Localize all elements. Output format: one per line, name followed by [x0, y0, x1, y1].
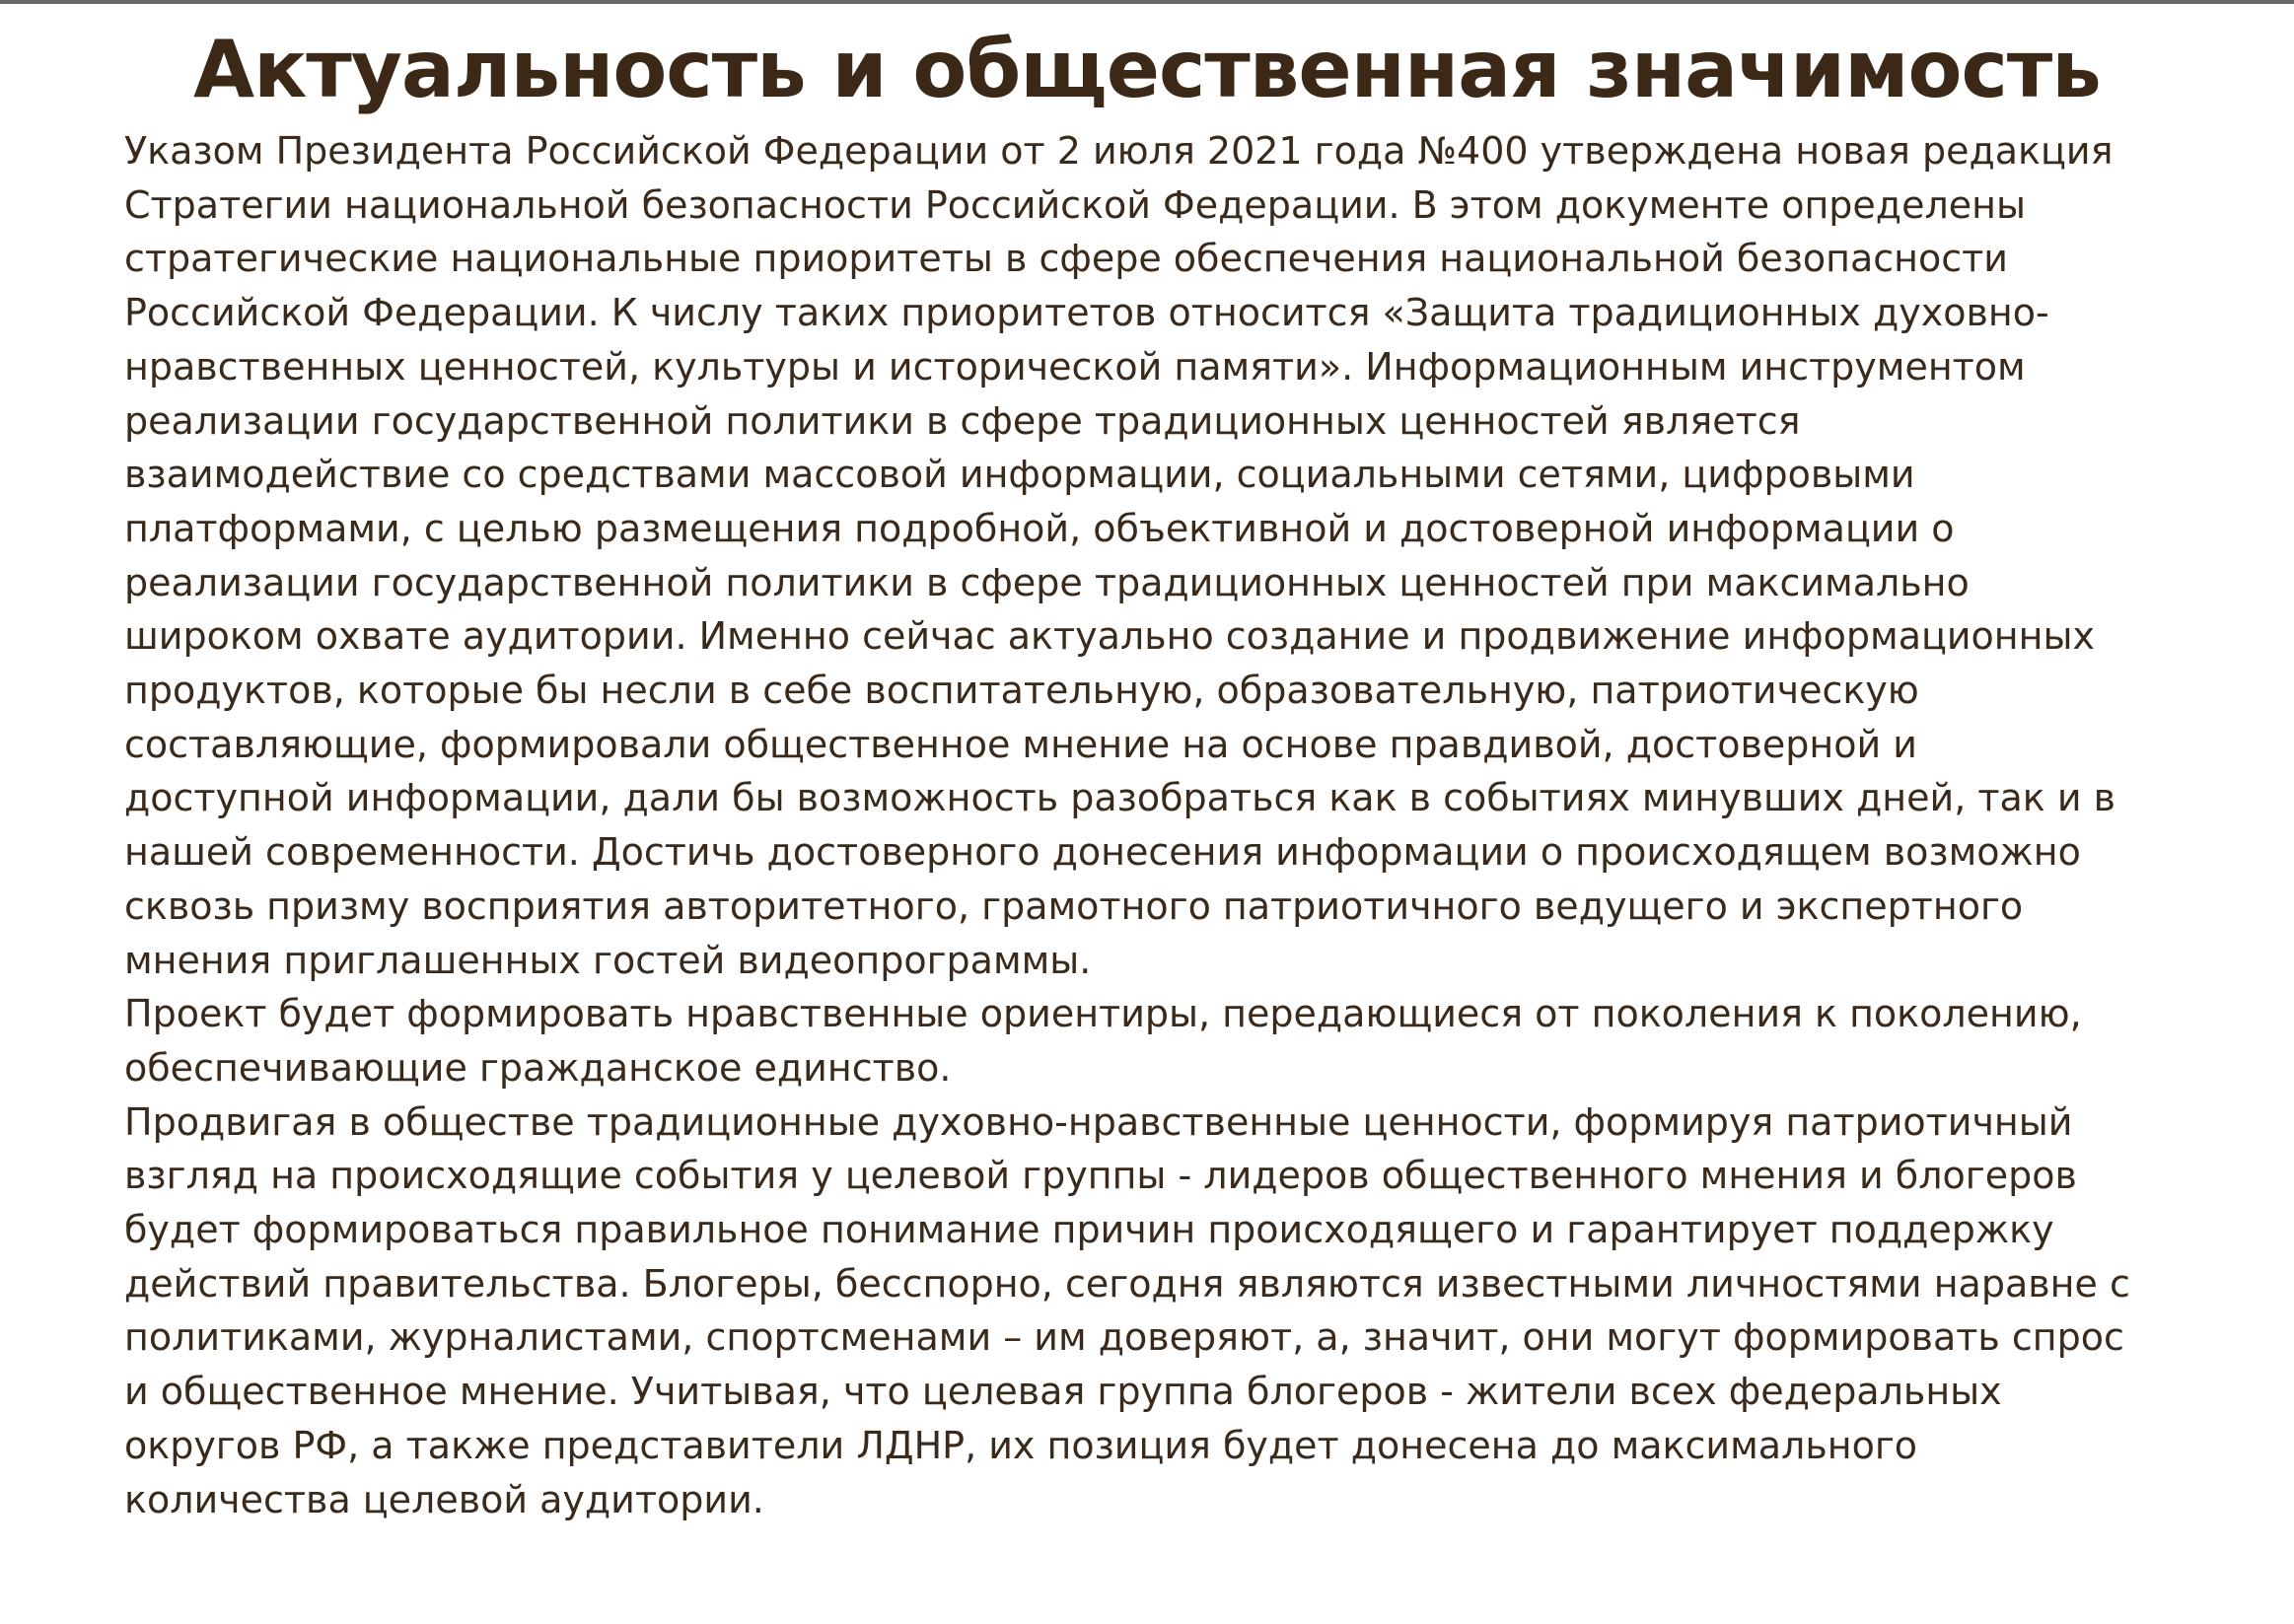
text-line: составляющие, формировали общественное мнение на основе правдивой, достоверной и — [124, 722, 1917, 766]
text-line: и общественное мнение. Учитывая, что целевая группа блогеров - жители всех федеральных — [124, 1370, 2002, 1414]
text-line: реализации государственной политики в сфере традиционных ценностей является — [124, 398, 1801, 443]
text-line: действий правительства. Блогеры, бесспорно, сегодня являются известными личностями наравне с — [124, 1261, 2130, 1306]
text-line: Проект будет формировать нравственные ориентиры, передающиеся от поколения к поколению, — [124, 992, 2082, 1036]
body-text — [124, 124, 2245, 1526]
text-line: количества целевой аудитории. — [124, 1477, 764, 1521]
text-line: Стратегии национальной безопасности Российской Федерации. В этом документе определены — [124, 182, 2026, 227]
text-line: округов РФ, а также представители ЛДНР, их позиция будет донесена до максимального — [124, 1423, 1918, 1467]
page-title: Актуальность и общественная значимость — [193, 24, 2101, 115]
text-line: сквозь призму восприятия авторитетного, грамотного патриотичного ведущего и экспертного — [124, 883, 2024, 928]
paragraph — [124, 1095, 2245, 1527]
paragraph — [124, 124, 2245, 987]
text-line: платформами, с целью размещения подробной, объективной и достоверной информации о — [124, 506, 1955, 550]
text-line: обеспечивающие гражданское единство. — [124, 1045, 952, 1090]
text-line: нашей современности. Достичь достоверного донесения информации о происходящем возможно — [124, 830, 2081, 875]
text-line: стратегические национальные приоритеты в сфере обеспечения национальной безопасности — [124, 237, 2009, 281]
text-line: продуктов, которые бы несли в себе воспитательную, образовательную, патриотическую — [124, 669, 1919, 713]
text-line: широком охвате аудитории. Именно сейчас актуально создание и продвижение информационных — [124, 614, 2095, 659]
text-line: взгляд на происходящие события у целевой группы - лидеров общественного мнения и блогеров — [124, 1154, 2077, 1198]
text-line: доступной информации, дали бы возможность разобраться как в событиях минувших дней, так и в — [124, 776, 2116, 820]
text-line: Продвигая в обществе традиционные духовно-нравственные ценности, формируя патриотичный — [124, 1099, 2073, 1144]
top-border — [0, 0, 2294, 4]
text-line: реализации государственной политики в сфере традиционных ценностей при максимально — [124, 560, 1970, 604]
paragraph — [124, 987, 2245, 1094]
text-line: взаимодействие со средствами массовой информации, социальными сетями, цифровыми — [124, 453, 1915, 497]
text-line: политиками, журналистами, спортсменами – им доверяют, а, значит, они могут формировать спрос — [124, 1315, 2124, 1360]
text-line: Российской Федерации. К числу таких приоритетов относится «Защита традиционных духовно- — [124, 291, 2049, 335]
text-line: нравственных ценностей, культуры и исторической памяти». Информационным инструментом — [124, 344, 2026, 388]
text-line: Указом Президента Российской Федерации от 2 июля 2021 года №400 утверждена новая редакция — [124, 129, 2114, 173]
text-line: мнения приглашенных гостей видеопрограммы. — [124, 938, 1092, 982]
text-line: будет формироваться правильное понимание причин происходящего и гарантирует поддержку — [124, 1208, 2054, 1252]
